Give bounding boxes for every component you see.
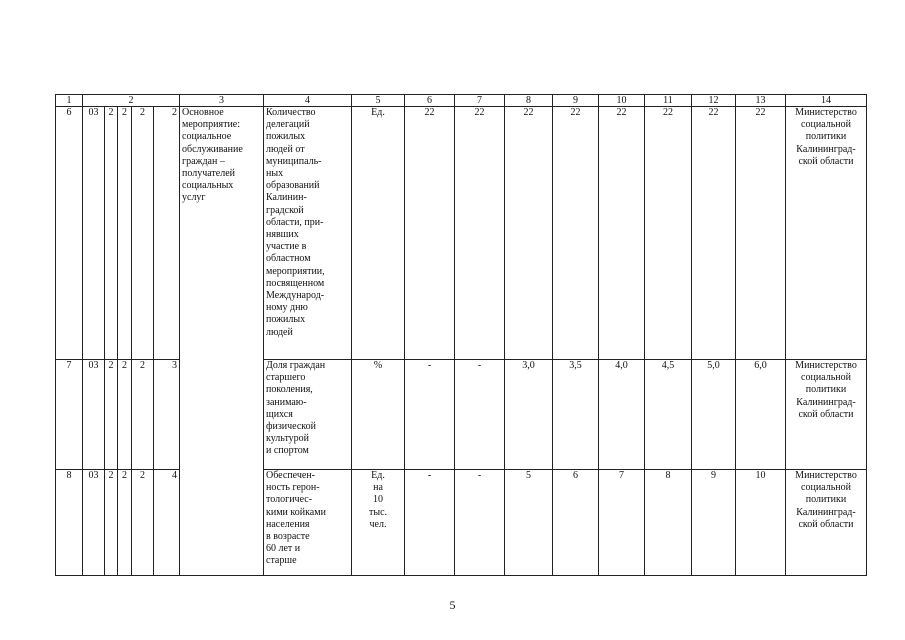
code-cell: 2 — [105, 107, 118, 360]
row-number: 7 — [56, 360, 83, 470]
code-cell: 2 — [154, 107, 180, 360]
indicator-table — [55, 94, 867, 576]
value-cell: - — [405, 470, 455, 576]
code-cell: 03 — [83, 107, 105, 360]
value-cell: 3,0 — [505, 360, 553, 470]
header-cell: 4 — [264, 95, 352, 107]
header-cell: 6 — [405, 95, 455, 107]
row-number: 6 — [56, 107, 83, 360]
header-cell: 13 — [736, 95, 786, 107]
header-cell: 14 — [786, 95, 867, 107]
value-cell: 6,0 — [736, 360, 786, 470]
value-cell: 4,0 — [599, 360, 645, 470]
table-row — [56, 107, 867, 360]
table-row — [56, 470, 867, 576]
code-cell: 3 — [154, 360, 180, 470]
value-cell: 22 — [692, 107, 736, 360]
code-cell: 4 — [154, 470, 180, 576]
header-cell: 10 — [599, 95, 645, 107]
value-cell: 4,5 — [645, 360, 692, 470]
indicator-cell: Доля граждан старшего поколения, занимаю- щихся физической культурой и спортом — [264, 360, 352, 470]
code-cell: 03 — [83, 470, 105, 576]
header-cell: 9 — [553, 95, 599, 107]
value-cell: 22 — [405, 107, 455, 360]
value-cell: 6 — [553, 470, 599, 576]
code-cell: 03 — [83, 360, 105, 470]
executor-cell: Министерство социальной политики Калининград- ской области — [786, 360, 867, 470]
value-cell: 22 — [455, 107, 505, 360]
unit-cell: Ед. на 10 тыс. чел. — [352, 470, 405, 576]
value-cell: - — [455, 360, 505, 470]
value-cell: 8 — [645, 470, 692, 576]
code-cell: 2 — [105, 470, 118, 576]
code-cell: 2 — [118, 360, 132, 470]
indicator-cell: Обеспечен- ность герон- тологичес- кими койками населения в возрасте 60 лет и старше — [264, 470, 352, 576]
header-cell: 12 — [692, 95, 736, 107]
value-cell: 5,0 — [692, 360, 736, 470]
value-cell: - — [455, 470, 505, 576]
code-cell: 2 — [105, 360, 118, 470]
value-cell: 5 — [505, 470, 553, 576]
row-number: 8 — [56, 470, 83, 576]
table-row — [56, 360, 867, 470]
value-cell: 7 — [599, 470, 645, 576]
measure-cell: Основное мероприятие: социальное обслуживание граждан – получателей социальных услуг — [180, 107, 264, 576]
code-cell: 2 — [132, 470, 154, 576]
page-number: 5 — [449, 598, 456, 612]
value-cell: - — [405, 360, 455, 470]
unit-cell: % — [352, 360, 405, 470]
header-cell: 5 — [352, 95, 405, 107]
value-cell: 22 — [645, 107, 692, 360]
value-cell: 22 — [505, 107, 553, 360]
value-cell: 9 — [692, 470, 736, 576]
header-cell: 7 — [455, 95, 505, 107]
header-cell: 1 — [56, 95, 83, 107]
executor-cell: Министерство социальной политики Калининград- ской области — [786, 107, 867, 360]
header-row — [56, 95, 867, 107]
header-cell: 11 — [645, 95, 692, 107]
value-cell: 22 — [553, 107, 599, 360]
code-cell: 2 — [132, 360, 154, 470]
header-cell: 8 — [505, 95, 553, 107]
code-cell: 2 — [118, 107, 132, 360]
executor-cell: Министерство социальной политики Калининград- ской области — [786, 470, 867, 576]
value-cell: 10 — [736, 470, 786, 576]
value-cell: 22 — [736, 107, 786, 360]
code-cell: 2 — [118, 470, 132, 576]
unit-cell: Ед. — [352, 107, 405, 360]
value-cell: 3,5 — [553, 360, 599, 470]
header-cell: 3 — [180, 95, 264, 107]
indicator-cell: Количество делегаций пожилых людей от муниципаль- ных образований Калинин- градской области, при- нявших участие в областном мероприятии, посвященном Международ- ному дню пожилых людей — [264, 107, 352, 360]
code-cell: 2 — [132, 107, 154, 360]
value-cell: 22 — [599, 107, 645, 360]
header-cell: 2 — [83, 95, 180, 107]
